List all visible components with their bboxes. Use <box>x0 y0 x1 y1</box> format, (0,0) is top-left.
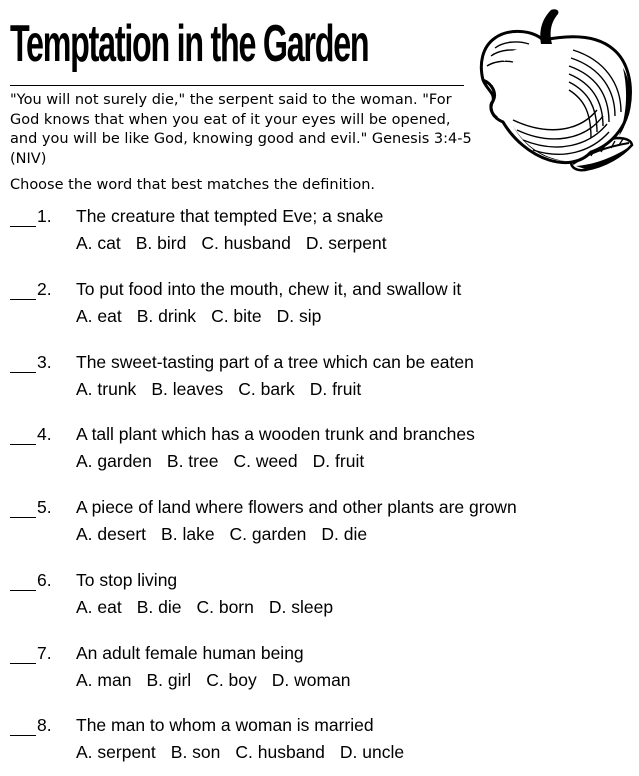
answer-choices <box>76 305 336 327</box>
title-divider <box>10 85 464 86</box>
question-number: 5. <box>37 497 52 517</box>
question-7 <box>10 644 630 704</box>
choice-d: D. die <box>321 524 368 544</box>
answer-choices <box>76 596 348 618</box>
answer-choices <box>76 378 376 400</box>
choice-d: D. serpent <box>305 233 387 253</box>
answer-choices <box>76 232 402 254</box>
question-number: 1. <box>37 206 52 226</box>
answer-blank[interactable] <box>10 299 36 300</box>
choice-b: B. lake <box>161 524 215 544</box>
choice-b: B. tree <box>166 451 219 471</box>
question-number: 6. <box>37 570 52 590</box>
question-text: To put food into the mouth, chew it, and swallow it <box>76 279 462 299</box>
scripture-verse: "You will not surely die," the serpent said to the woman. "For God knows that when you eat of it your eyes will be opened, and you will be like God, knowing good and evil." Genesis 3:4-5 (NIV) <box>10 92 472 167</box>
choice-a: A. garden <box>76 451 152 471</box>
choice-c: C. boy <box>206 670 257 690</box>
answer-blank[interactable] <box>10 663 36 664</box>
instructions: Choose the word that best matches the definition. <box>10 177 376 193</box>
answer-blank[interactable] <box>10 517 36 518</box>
question-text: The sweet-tasting part of a tree which can be eaten <box>76 352 474 372</box>
choice-c: C. husband <box>235 742 325 762</box>
answer-blank[interactable] <box>10 735 36 736</box>
question-2 <box>10 280 630 340</box>
choice-a: A. trunk <box>76 379 137 399</box>
choice-b: B. bird <box>135 233 187 253</box>
question-text: The man to whom a woman is married <box>76 715 374 735</box>
apple-icon <box>473 4 635 190</box>
choice-c: C. bark <box>238 379 295 399</box>
choice-b: B. son <box>170 742 221 762</box>
choice-d: D. sip <box>276 306 322 326</box>
choice-b: B. girl <box>146 670 192 690</box>
question-8 <box>10 716 630 776</box>
question-text: A piece of land where flowers and other plants are grown <box>76 497 517 517</box>
choice-c: C. weed <box>233 451 298 471</box>
question-6 <box>10 571 630 631</box>
question-1 <box>10 207 630 267</box>
question-number: 3. <box>37 352 52 372</box>
choice-d: D. fruit <box>309 379 362 399</box>
question-text: The creature that tempted Eve; a snake <box>76 206 384 226</box>
question-text: A tall plant which has a wooden trunk and branches <box>76 424 475 444</box>
choice-a: A. eat <box>76 597 122 617</box>
choice-c: C. garden <box>229 524 307 544</box>
answer-choices <box>76 669 366 691</box>
choice-b: B. drink <box>136 306 197 326</box>
choice-d: D. woman <box>271 670 351 690</box>
answer-blank[interactable] <box>10 590 36 591</box>
question-3 <box>10 353 630 413</box>
answer-blank[interactable] <box>10 226 36 227</box>
choice-b: B. leaves <box>151 379 224 399</box>
choice-a: A. man <box>76 670 132 690</box>
question-number: 8. <box>37 715 52 735</box>
question-5 <box>10 498 630 558</box>
answer-choices <box>76 450 379 472</box>
worksheet-title: Temptation in the Garden <box>10 15 369 73</box>
choice-d: D. uncle <box>339 742 405 762</box>
choice-d: D. sleep <box>268 597 334 617</box>
choice-a: A. serpent <box>76 742 156 762</box>
choice-c: C. born <box>196 597 254 617</box>
choice-a: A. eat <box>76 306 122 326</box>
answer-blank[interactable] <box>10 372 36 373</box>
choice-a: A. desert <box>76 524 147 544</box>
answer-blank[interactable] <box>10 444 36 445</box>
question-number: 2. <box>37 279 52 299</box>
question-text: An adult female human being <box>76 643 304 663</box>
question-4 <box>10 425 630 485</box>
choice-c: C. husband <box>201 233 291 253</box>
choice-d: D. fruit <box>312 451 365 471</box>
answer-choices <box>76 523 382 545</box>
choice-a: A. cat <box>76 233 121 253</box>
choice-b: B. die <box>136 597 182 617</box>
question-number: 7. <box>37 643 52 663</box>
choice-c: C. bite <box>211 306 262 326</box>
question-text: To stop living <box>76 570 178 590</box>
answer-choices <box>76 741 419 763</box>
question-number: 4. <box>37 424 52 444</box>
